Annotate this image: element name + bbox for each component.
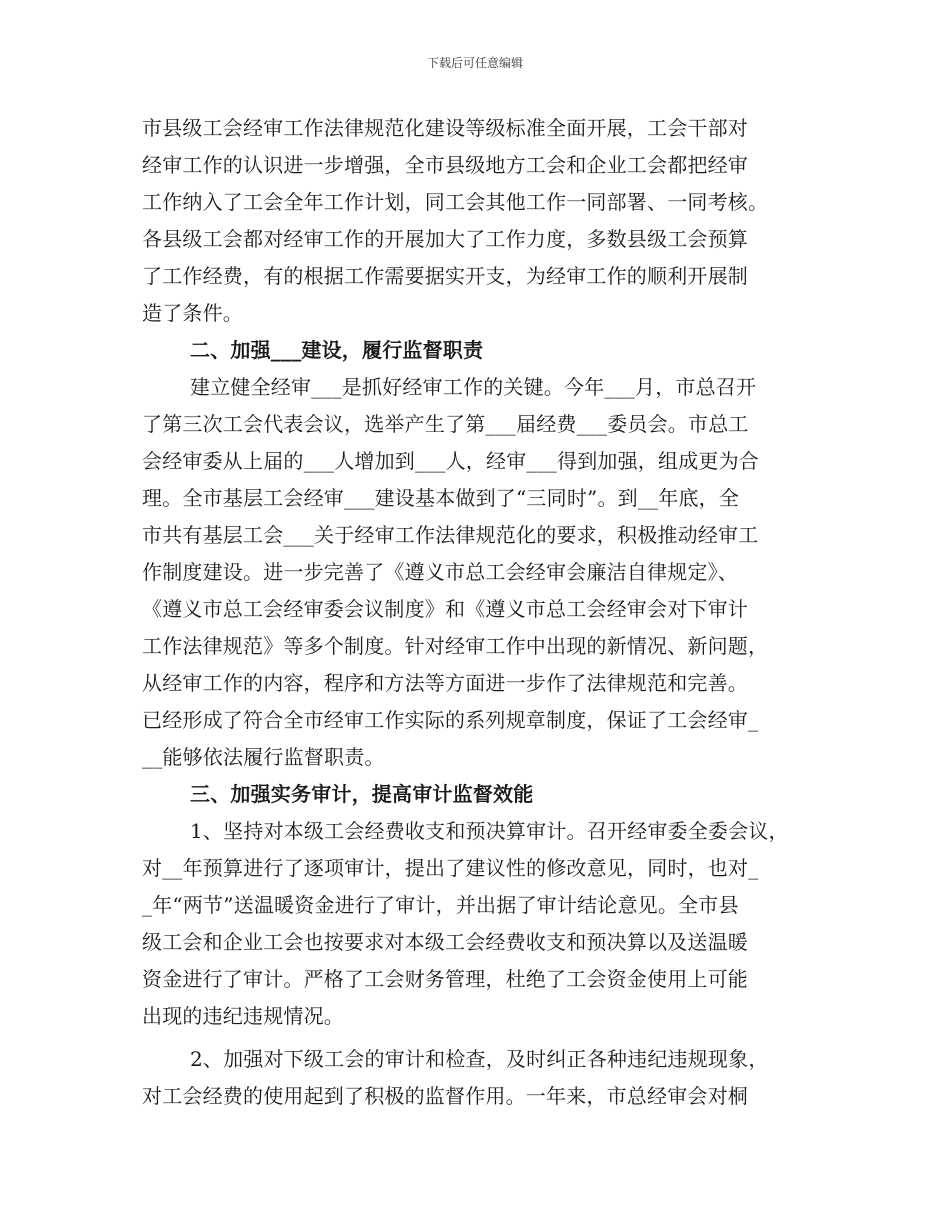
text-line: 理。全市基层工会经审___建设基本做到了“三同时”。到__年底，全 <box>142 486 740 510</box>
section-heading: 三、加强实务审计，提高审计监督效能 <box>190 782 534 806</box>
document-body <box>142 110 810 1115</box>
text-line: __能够依法履行监督职责。 <box>142 745 385 769</box>
section-heading: 二、加强___建设，履行监督职责 <box>190 338 484 362</box>
text-line: 了第三次工会代表会议，选举产生了第___届经费___委员会。市总工 <box>142 412 749 436</box>
text-line: 从经审工作的内容，程序和方法等方面进一步作了法律规范和完善。 <box>142 671 748 695</box>
text-line: 对工会经费的使用起到了积极的监督作用。一年来，市总经审会对桐 <box>142 1084 748 1108</box>
text-line: 资金进行了审计。严格了工会财务管理，杜绝了工会资金使用上可能 <box>142 967 748 991</box>
text-line: 作制度建设。进一步完善了《遵义市总工会经审会廉洁自律规定》、 <box>142 560 738 584</box>
text-line: 了工作经费，有的根据工作需要据实开支，为经审工作的顺利开展制 <box>142 264 748 288</box>
text-line: 建立健全经审___是抓好经审工作的关键。今年___月，市总召开 <box>190 375 757 399</box>
text-line: 级工会和企业工会也按要求对本级工会经费收支和预决算以及送温暖 <box>142 930 748 954</box>
text-line: 1、坚持对本级工会经费收支和预决算审计。召开经审委全委会议， <box>190 819 789 843</box>
text-line: 已经形成了符合全市经审工作实际的系列规章制度，保证了工会经审_ <box>142 708 759 732</box>
text-line: 各县级工会都对经审工作的开展加大了工作力度，多数县级工会预算 <box>142 227 748 251</box>
page-header: 下载后可任意编辑 <box>426 56 523 70</box>
text-line: 《遵义市总工会经审委会议制度》和《遵义市总工会经审会对下审计 <box>142 597 748 621</box>
text-line: 工作法律规范》等多个制度。针对经审工作中出现的新情况、新问题， <box>142 634 769 658</box>
text-line: 工作纳入了工会全年工作计划，同工会其他工作一同部署、一同考核。 <box>142 190 769 214</box>
text-line: 造了条件。 <box>142 301 243 325</box>
text-line: 对__年预算进行了逐项审计，提出了建议性的修改意见，同时，也对_ <box>142 856 759 880</box>
text-line: _年“两节”送温暖资金进行了审计，并出据了审计结论意见。全市县 <box>142 893 739 917</box>
text-line: 市共有基层工会___关于经审工作法律规范化的要求，积极推动经审工 <box>142 523 759 547</box>
text-line: 市县级工会经审工作法律规范化建设等级标准全面开展，工会干部对 <box>142 116 748 140</box>
text-line: 2、加强对下级工会的审计和检查，及时纠正各种违纪违规现象， <box>190 1047 769 1071</box>
text-line: 出现的违纪违规情况。 <box>142 1004 344 1028</box>
text-line: 经审工作的认识进一步增强，全市县级地方工会和企业工会都把经审 <box>142 153 748 177</box>
text-line: 会经审委从上届的___人增加到___人，经审___得到加强，组成更为合 <box>142 449 759 473</box>
